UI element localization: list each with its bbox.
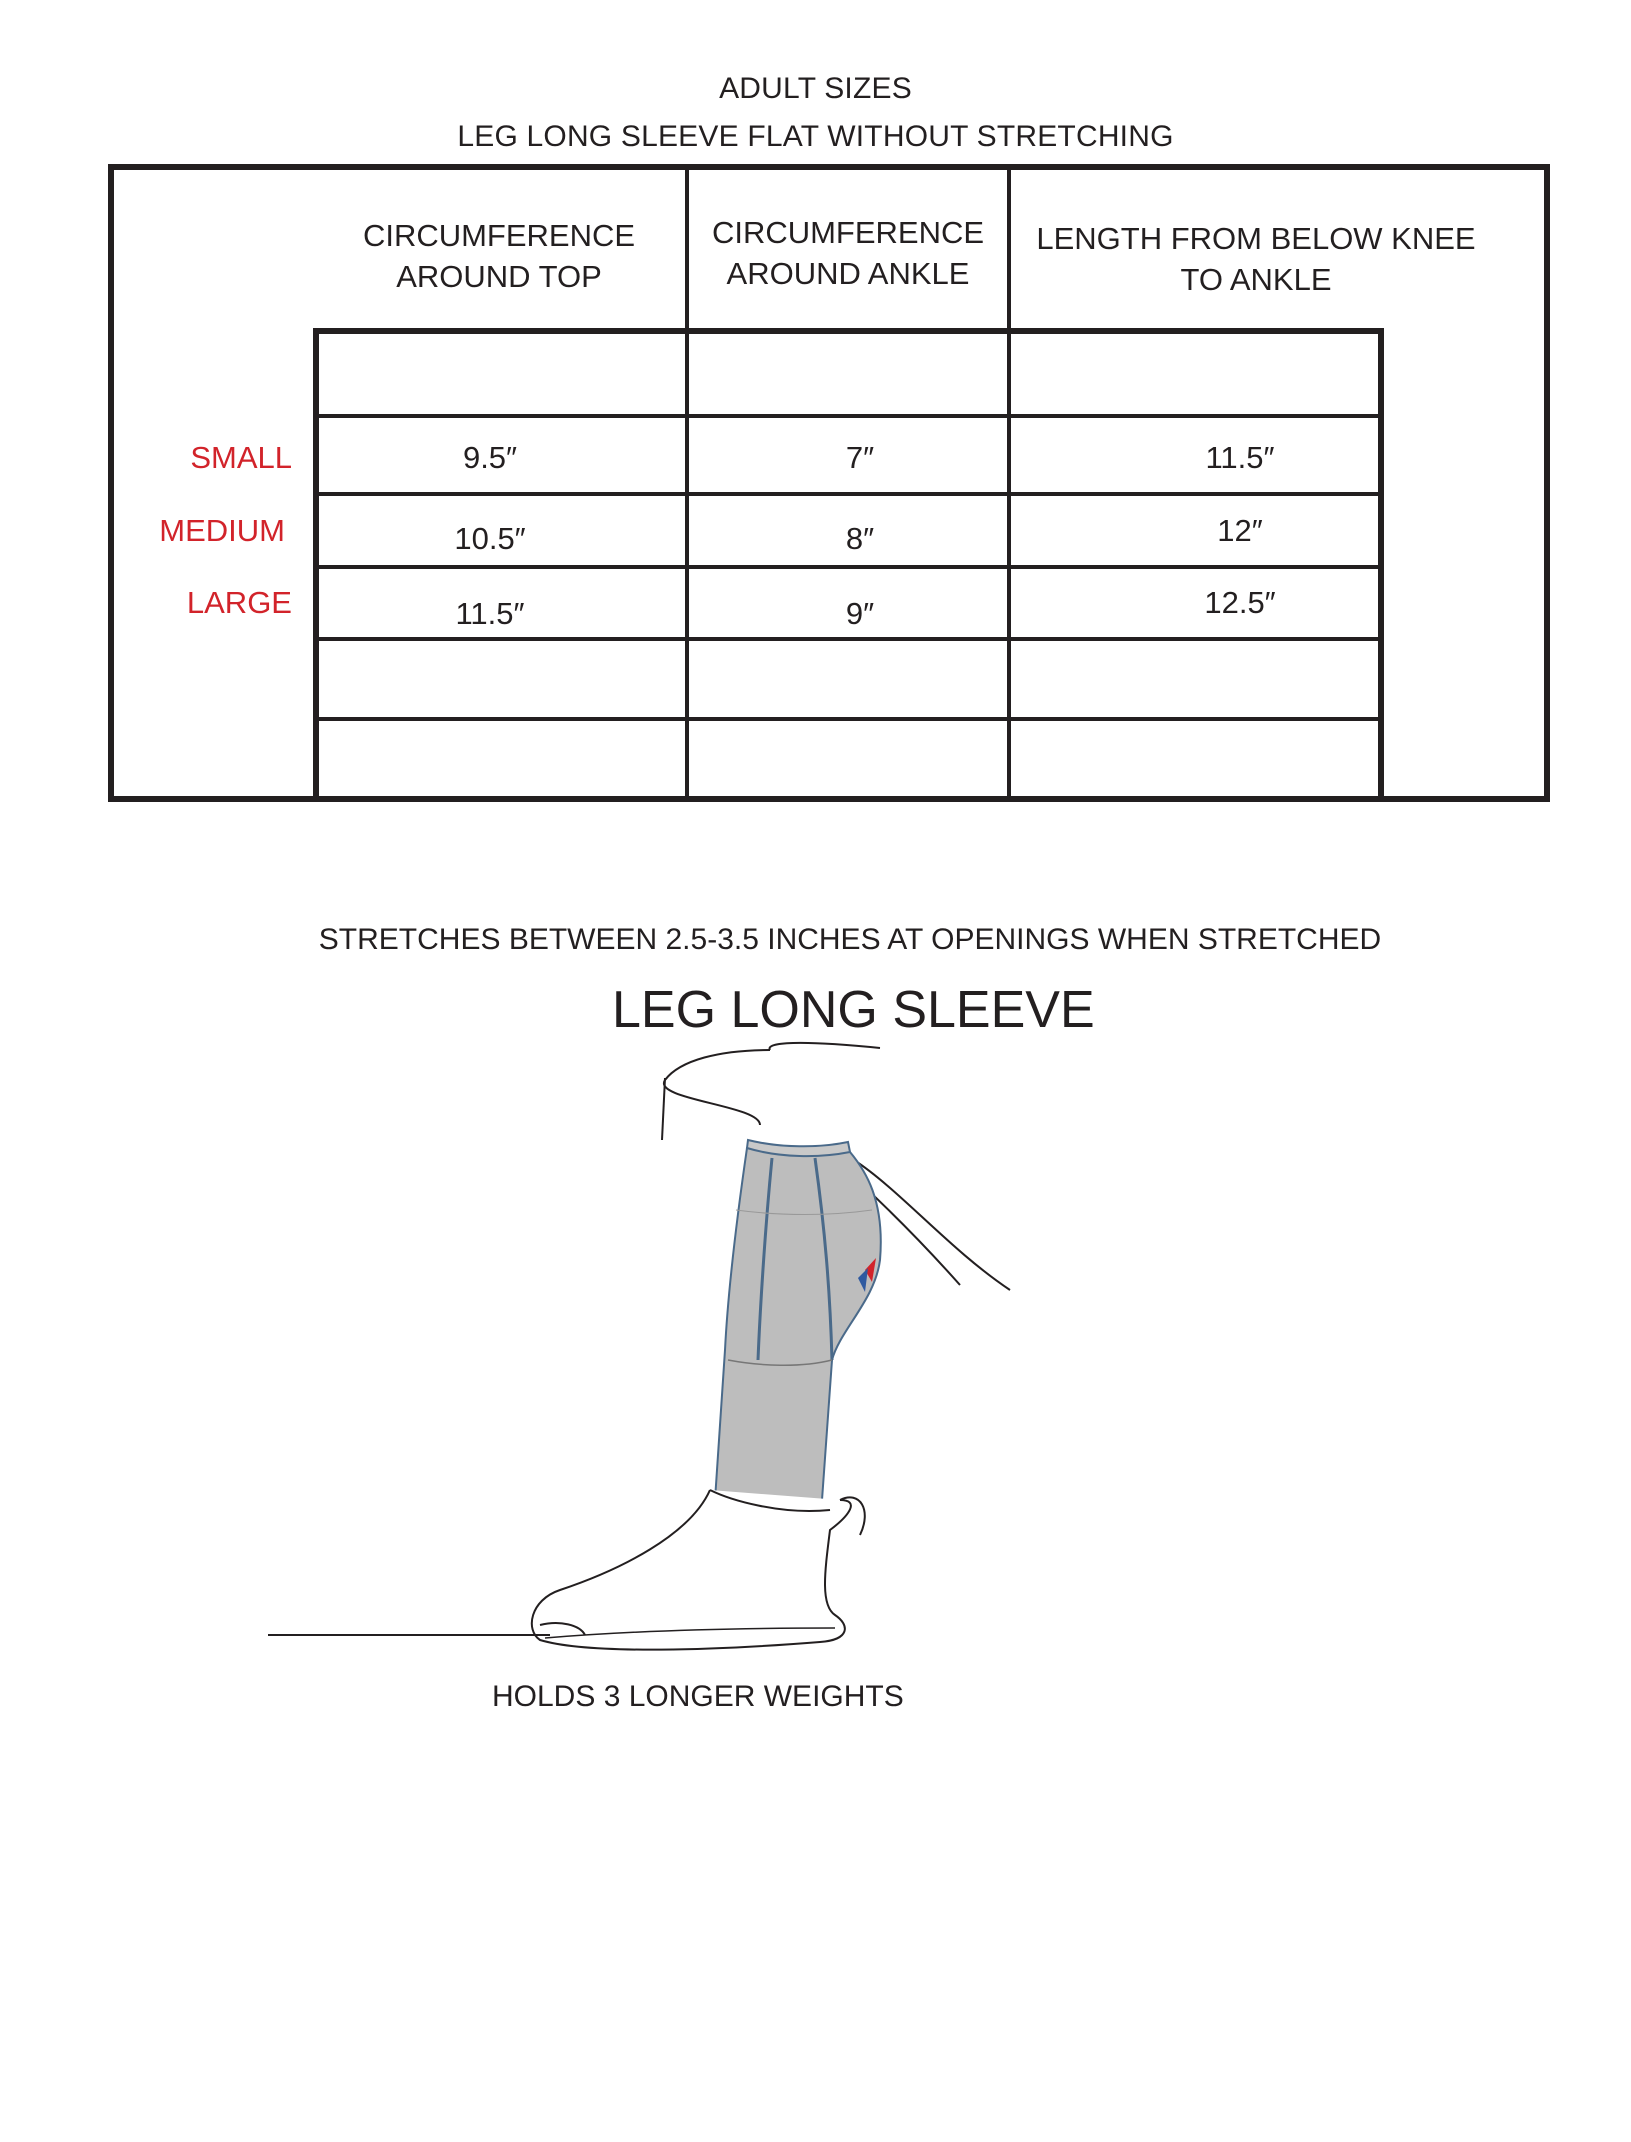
leg-outline-icon	[664, 1050, 770, 1125]
column-header-top-line1: CIRCUMFERENCE	[362, 218, 636, 253]
illustration-caption: HOLDS 3 LONGER WEIGHTS	[492, 1680, 904, 1713]
column-header-ankle-line2: AROUND ANKLE	[726, 256, 970, 291]
cell-small-length: 11.5″	[1205, 440, 1275, 475]
cell-large-ankle: 9″	[845, 596, 875, 631]
header-adult-sizes: ADULT SIZES	[719, 72, 912, 105]
cell-large-length: 12.5″	[1204, 585, 1276, 620]
cell-medium-top: 10.5″	[454, 521, 526, 556]
row-line	[313, 637, 1384, 641]
stretch-note: STRETCHES BETWEEN 2.5-3.5 INCHES AT OPENINGS WHEN STRETCHED	[318, 923, 1382, 956]
column-header-ankle	[689, 212, 1007, 294]
leg-sleeve-illustration	[260, 1030, 1060, 1680]
row-line	[313, 565, 1384, 569]
row-line	[313, 414, 1384, 418]
column-header-ankle-line1: CIRCUMFERENCE	[711, 215, 985, 250]
header-subtitle: LEG LONG SLEEVE FLAT WITHOUT STRETCHING	[457, 120, 1174, 153]
column-header-top	[313, 215, 685, 297]
column-header-length	[1011, 218, 1501, 300]
column-header-top-line2: AROUND TOP	[396, 259, 602, 294]
cell-medium-ankle: 8″	[845, 521, 875, 556]
cell-small-top: 9.5″	[462, 440, 518, 475]
product-title: LEG LONG SLEEVE	[612, 981, 1095, 1039]
column-header-length-line1: LENGTH FROM BELOW KNEE	[1036, 221, 1476, 256]
shoe-outline-icon	[532, 1490, 851, 1650]
column-header-length-line2: TO ANKLE	[1180, 262, 1332, 297]
sleeve-shape-icon	[715, 1148, 881, 1507]
row-line	[313, 717, 1384, 721]
cell-small-ankle: 7″	[845, 440, 875, 475]
cell-medium-length: 12″	[1217, 513, 1263, 548]
cell-large-top: 11.5″	[455, 596, 525, 631]
size-label-small: SMALL	[190, 440, 292, 475]
size-label-large: LARGE	[186, 585, 292, 620]
size-label-medium: MEDIUM	[159, 513, 285, 548]
row-line	[313, 492, 1384, 496]
